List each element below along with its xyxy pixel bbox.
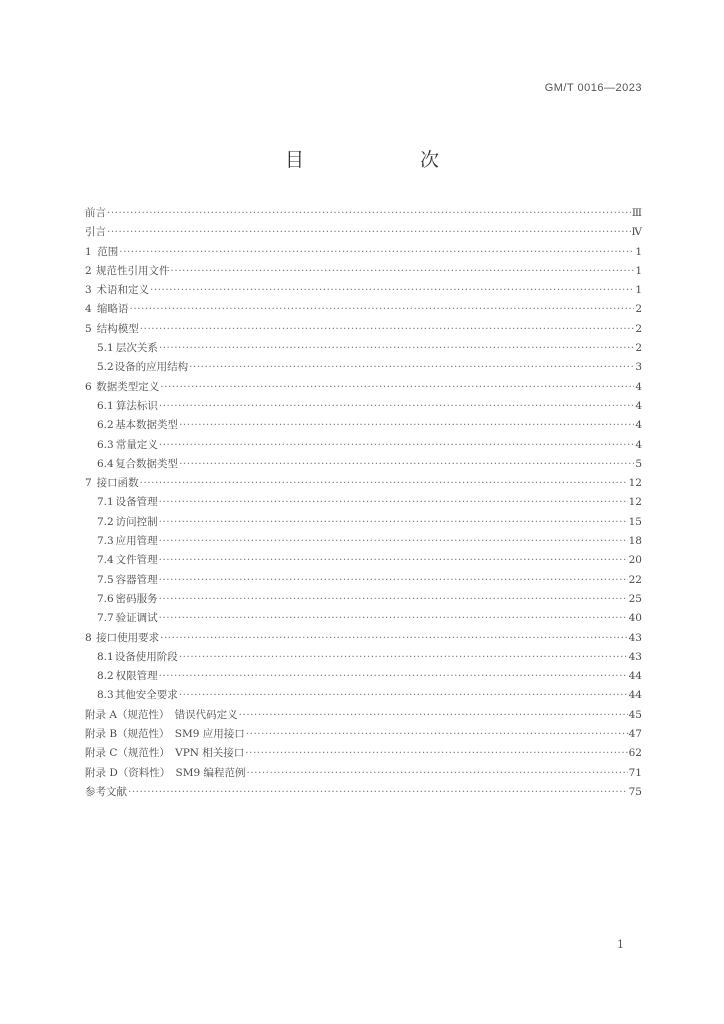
toc-entry[interactable] <box>85 745 642 764</box>
dot-leader <box>160 632 628 644</box>
toc-entry-label: 附录 D（资料性） SM9 编程范例 <box>85 766 246 779</box>
toc-entry-label: 层次关系 <box>115 342 158 355</box>
toc-entry-number: 7.1 <box>97 496 114 509</box>
dot-leader <box>159 342 634 354</box>
toc-entry-page: 44 <box>628 670 642 683</box>
toc-entry-page: 20 <box>628 554 642 567</box>
toc-entry-label: 引言 <box>85 226 106 239</box>
dot-leader <box>159 593 628 605</box>
toc-entry-page: 4 <box>635 399 642 412</box>
dot-leader <box>189 361 634 373</box>
toc-entry-label: 设备使用阶段 <box>114 650 178 663</box>
toc-entry[interactable] <box>85 437 642 456</box>
page-title: 目 次 <box>284 149 465 171</box>
dot-leader <box>150 284 634 296</box>
toc-entry-number: 7.4 <box>97 554 114 567</box>
toc-entry-number: 5 <box>85 322 92 335</box>
toc-entry-number: 8.1 <box>97 650 114 663</box>
toc-entry-page: 22 <box>628 573 642 586</box>
toc-entry-label: 参考文献 <box>85 785 127 798</box>
toc-entry-label: 验证调试 <box>115 612 158 625</box>
toc-entry-label: 附录 A（规范性） 错误代码定义 <box>85 708 238 721</box>
dot-leader <box>159 554 628 566</box>
toc-entry-number: 8.2 <box>97 670 114 683</box>
toc-entry[interactable] <box>85 533 642 552</box>
dot-leader <box>239 709 628 721</box>
toc-entry[interactable] <box>85 784 642 803</box>
toc-entry[interactable] <box>85 726 642 745</box>
toc-entry-page: 1 <box>635 284 642 297</box>
toc-entry-page: 2 <box>635 303 642 316</box>
dot-leader <box>179 458 634 470</box>
toc-entry-page: 43 <box>628 650 642 663</box>
toc-entry-label: 设备管理 <box>115 496 158 509</box>
toc-entry-number: 2 <box>85 264 92 277</box>
toc-entry-label: 设备的应用结构 <box>114 361 189 374</box>
toc-entry-label: 访问控制 <box>115 515 158 528</box>
toc-entry-page: 1 <box>635 264 642 277</box>
toc-entry-page: 44 <box>628 689 642 702</box>
toc-entry-label: 数据类型定义 <box>96 380 160 393</box>
toc-entry-number: 6.3 <box>97 438 114 451</box>
toc-entry[interactable] <box>85 687 642 706</box>
toc-entry-page: 2 <box>635 322 642 335</box>
dot-leader <box>107 207 631 219</box>
toc-entry-number: 4 <box>85 303 92 316</box>
toc-entry-page: 47 <box>628 728 642 741</box>
toc-entry-page: 1 <box>635 245 642 258</box>
toc-entry-number: 7 <box>85 477 92 490</box>
toc-entry-label: 文件管理 <box>115 554 158 567</box>
toc-entry-number: 6 <box>85 380 92 393</box>
toc-entry-label: 基本数据类型 <box>115 419 179 432</box>
toc-entry-label: 复合数据类型 <box>115 457 179 470</box>
dot-leader <box>160 381 634 393</box>
toc-entry-number: 6.4 <box>97 457 114 470</box>
toc-entry-number: 7.2 <box>97 515 114 528</box>
toc-entry-number: 8 <box>85 631 92 644</box>
table-of-contents <box>85 205 642 803</box>
toc-entry-label: 算法标识 <box>115 399 158 412</box>
dot-leader <box>119 246 634 258</box>
toc-entry[interactable] <box>85 398 642 417</box>
toc-entry-page: 18 <box>628 535 642 548</box>
document-code: GM/T 0016—2023 <box>544 82 642 94</box>
dot-leader <box>140 323 635 335</box>
dot-leader <box>159 439 634 451</box>
toc-entry[interactable] <box>85 417 642 436</box>
dot-leader <box>246 767 627 779</box>
toc-entry-number: 5.2 <box>97 361 114 374</box>
toc-entry-label: 其他安全要求 <box>114 689 178 702</box>
dot-leader <box>179 651 628 663</box>
toc-entry-label: 规范性引用文件 <box>96 264 170 277</box>
dot-leader <box>128 786 628 798</box>
toc-entry[interactable] <box>85 765 642 784</box>
dot-leader <box>171 265 635 277</box>
toc-entry-page: 4 <box>635 419 642 432</box>
toc-entry-number: 3 <box>85 284 92 297</box>
toc-entry-label: 接口使用要求 <box>96 631 160 644</box>
toc-entry-number: 7.6 <box>97 592 114 605</box>
toc-entry-number: 8.3 <box>97 689 114 702</box>
toc-entry[interactable] <box>85 282 642 301</box>
toc-entry[interactable] <box>85 379 642 398</box>
toc-entry-label: 接口函数 <box>96 477 139 490</box>
dot-leader <box>107 226 631 238</box>
toc-entry-label: 权限管理 <box>115 670 158 683</box>
toc-entry-number: 7.7 <box>97 612 114 625</box>
dot-leader <box>179 419 634 431</box>
toc-entry-number: 6.2 <box>97 419 114 432</box>
toc-entry-number: 7.3 <box>97 535 114 548</box>
toc-entry-page: 15 <box>628 515 642 528</box>
dot-leader <box>159 400 634 412</box>
toc-entry-label: 附录 C（规范性） VPN 相关接口 <box>85 747 245 760</box>
toc-entry[interactable] <box>85 630 642 649</box>
toc-entry-page: 12 <box>628 496 642 509</box>
toc-entry-number: 6.1 <box>97 399 114 412</box>
dot-leader <box>159 670 628 682</box>
toc-entry-label: 常量定义 <box>115 438 158 451</box>
toc-entry[interactable] <box>85 552 642 571</box>
dot-leader <box>245 747 627 759</box>
toc-entry-label: 范围 <box>97 245 119 258</box>
toc-entry-label: 结构模型 <box>96 322 139 335</box>
toc-entry[interactable] <box>85 475 642 494</box>
toc-entry[interactable] <box>85 610 642 629</box>
toc-entry-label: 密码服务 <box>115 592 158 605</box>
toc-entry-page: 75 <box>628 785 642 798</box>
toc-entry[interactable] <box>85 244 642 263</box>
toc-entry-page: 45 <box>628 708 642 721</box>
toc-entry[interactable] <box>85 591 642 610</box>
toc-entry-page: 25 <box>628 592 642 605</box>
dot-leader <box>159 612 628 624</box>
toc-entry-page: 71 <box>628 766 642 779</box>
toc-entry-page: 4 <box>635 438 642 451</box>
toc-entry-label: 附录 B（规范性） SM9 应用接口 <box>85 728 245 741</box>
toc-entry[interactable] <box>85 514 642 533</box>
toc-entry-label: 前言 <box>85 207 106 219</box>
toc-entry-number: 5.1 <box>97 342 114 355</box>
dot-leader <box>140 477 628 489</box>
dot-leader <box>130 303 635 315</box>
toc-entry-label: 应用管理 <box>115 535 158 548</box>
page-number: 1 <box>617 938 624 951</box>
dot-leader <box>159 574 628 586</box>
toc-entry[interactable] <box>85 707 642 726</box>
toc-entry[interactable] <box>85 224 642 243</box>
toc-entry-label: 术语和定义 <box>96 284 150 297</box>
toc-entry[interactable] <box>85 456 642 475</box>
toc-entry-page: 5 <box>635 457 642 470</box>
toc-entry[interactable] <box>85 321 642 340</box>
toc-entry-page: 62 <box>628 747 642 760</box>
toc-entry[interactable] <box>85 359 642 378</box>
toc-entry[interactable] <box>85 494 642 513</box>
toc-entry-number: 7.5 <box>97 573 114 586</box>
toc-entry-label: 缩略语 <box>97 303 129 316</box>
dot-leader <box>159 516 628 528</box>
toc-entry-page: 43 <box>628 631 642 644</box>
toc-entry-page: 3 <box>635 361 642 374</box>
toc-entry-number: 1 <box>85 245 92 258</box>
dot-leader <box>159 535 628 547</box>
toc-entry[interactable] <box>85 340 642 359</box>
toc-entry[interactable] <box>85 263 642 282</box>
toc-entry-page: 4 <box>635 380 642 393</box>
toc-entry-page: Ⅳ <box>631 226 642 239</box>
toc-entry[interactable] <box>85 649 642 668</box>
toc-entry-label: 容器管理 <box>115 573 158 586</box>
toc-entry[interactable] <box>85 205 642 224</box>
dot-leader <box>179 689 628 701</box>
toc-entry-page: 40 <box>628 612 642 625</box>
toc-entry-page: 12 <box>628 477 642 490</box>
toc-entry[interactable] <box>85 301 642 320</box>
dot-leader <box>246 728 628 740</box>
toc-entry-page: Ⅲ <box>631 207 642 219</box>
toc-entry[interactable] <box>85 668 642 687</box>
dot-leader <box>159 496 628 508</box>
toc-entry[interactable] <box>85 572 642 591</box>
toc-entry-page: 2 <box>635 342 642 355</box>
